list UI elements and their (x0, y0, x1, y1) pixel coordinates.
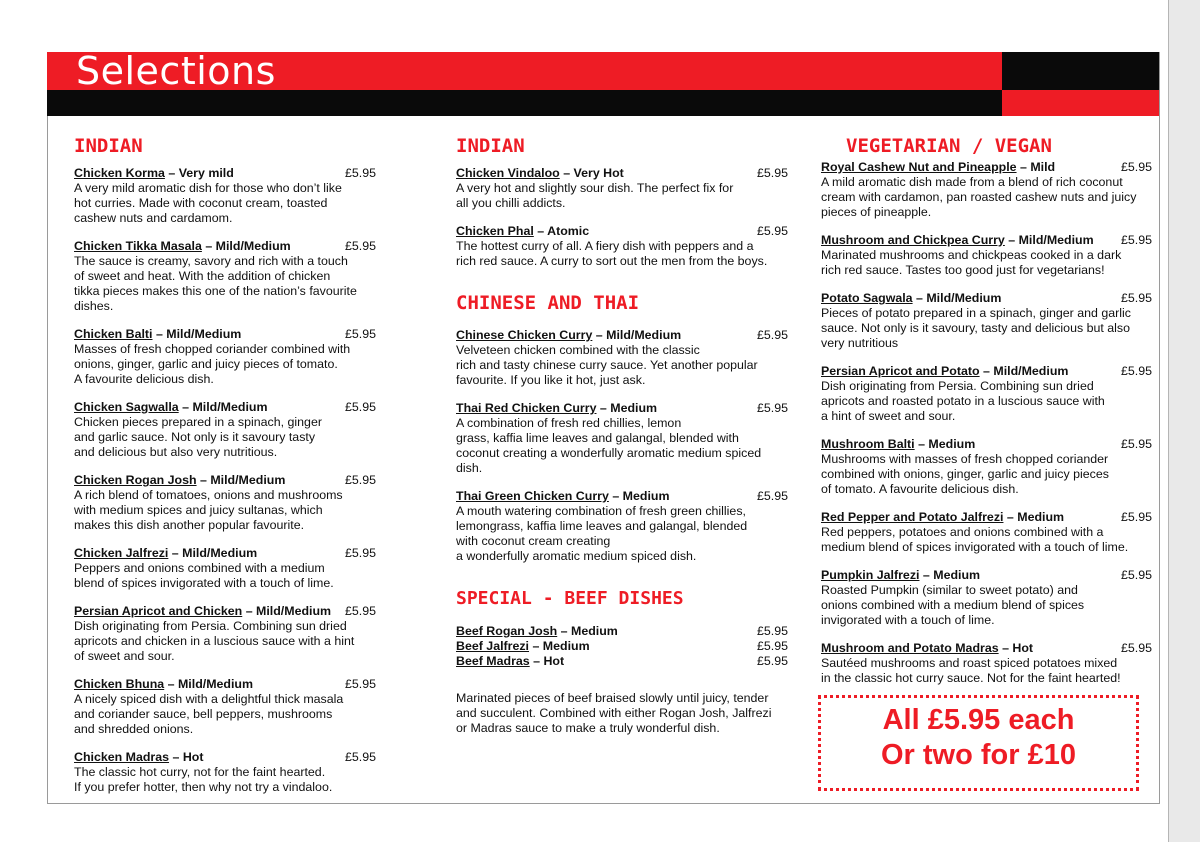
item-price: £5.95 (1120, 233, 1152, 247)
menu-item: Thai Red Chicken Curry – Medium £5.95 A combination of fresh red chillies, lemon grass, kaffia lime leaves and galangal, blended with coconut creating a wonderfully aromatic medium spiced dish. (456, 401, 788, 475)
item-price: £5.95 (344, 750, 376, 764)
item-description: Chicken pieces prepared in a spinach, ginger and garlic sauce. Not only is it savoury tasty and delicious but also very nutritious. (74, 415, 322, 459)
section-heading-indian-2: INDIAN (456, 135, 525, 157)
item-price: £5.95 (1120, 641, 1152, 655)
item-name: Mushroom and Chickpea Curry (821, 233, 1005, 247)
menu-item: Chicken Vindaloo – Very Hot £5.95 A very hot and slightly sour dish. The perfect fix for all you chilli addicts. (456, 166, 788, 210)
item-level: Medium (571, 624, 618, 638)
item-level: Mild/Medium (1018, 233, 1094, 247)
item-description: The sauce is creamy, savory and rich with a touch of sweet and heat. With the addition of chicken tikka pieces makes this one of the nation’s favourite dishes. (74, 254, 357, 313)
beef-item: Beef Rogan Josh – Medium £5.95 (456, 624, 788, 638)
item-price: £5.95 (1120, 568, 1152, 582)
banner-black-bar (47, 90, 1002, 116)
item-description: Masses of fresh chopped coriander combined with onions, ginger, garlic and juicy pieces of tomato. A favourite delicious dish. (74, 342, 351, 386)
menu-item: Chicken Balti – Mild/Medium £5.95 Masses of fresh chopped coriander combined with onions, ginger, garlic and juicy pieces of tomato. A favourite delicious dish. (74, 327, 376, 386)
item-level: Medium (1017, 510, 1065, 524)
item-name: Beef Rogan Josh (456, 624, 558, 638)
price-offer-box (818, 695, 1139, 791)
vegetarian-column (821, 135, 1152, 686)
item-level: Medium (622, 489, 670, 503)
indian-item-list (74, 166, 376, 795)
item-description: Dish originating from Persia. Combining sun dried apricots and chicken in a luscious sauce with a hint of sweet and sour. (74, 619, 355, 663)
item-name: Chicken Vindaloo (456, 166, 560, 180)
section-heading-indian: INDIAN (74, 135, 143, 157)
item-name: Chicken Korma (74, 166, 165, 180)
menu-item: Pumpkin Jalfrezi – Medium £5.95 Roasted Pumpkin (similar to sweet potato) and onions combined with a medium blend of spices invigorated with a touch of lime. (821, 568, 1152, 627)
item-name: Chicken Tikka Masala (74, 239, 202, 253)
middle-column (456, 135, 788, 736)
menu-item: Potato Sagwala – Mild/Medium £5.95 Pieces of potato prepared in a spinach, ginger and garlic sauce. Not only is it savoury, tasty and delicious but also very nutritious (821, 291, 1152, 350)
item-level: Mild/Medium (215, 239, 291, 253)
item-description: Red peppers, potatoes and onions combined with a medium blend of spices invigorated with a touch of lime. (821, 525, 1129, 554)
indian-column (74, 135, 376, 795)
beef-item: Beef Madras – Hot £5.95 (456, 654, 788, 668)
item-level: Very mild (178, 166, 234, 180)
item-level: Mild (1030, 160, 1056, 174)
item-price: £5.95 (1120, 510, 1152, 524)
item-description: Marinated mushrooms and chickpeas cooked in a dark rich red sauce. Tastes too good just for vegetarians! (821, 248, 1122, 277)
menu-item: Chicken Sagwalla – Mild/Medium £5.95 Chicken pieces prepared in a spinach, ginger and garlic sauce. Not only is it savoury tasty and delicious but also very nutritious. (74, 400, 376, 459)
item-name: Potato Sagwala (821, 291, 913, 305)
menu-item: Chicken Korma – Very mild £5.95 A very mild aromatic dish for those who don’t like hot curries. Made with coconut cream, toasted cashew nuts and cardamom. (74, 166, 376, 225)
item-name: Chinese Chicken Curry (456, 328, 593, 342)
item-description: A very mild aromatic dish for those who don’t like hot curries. Made with coconut cream, toasted cashew nuts and cardamom. (74, 181, 342, 225)
corner-black-block (1002, 52, 1159, 90)
menu-item: Mushroom Balti – Medium £5.95 Mushrooms with masses of fresh chopped coriander combined with onions, ginger, garlic and juicy pieces of tomato. A favourite delicious dish. (821, 437, 1152, 496)
menu-item: Chicken Phal – Atomic £5.95 The hottest curry of all. A fiery dish with peppers and a rich red sauce. A curry to sort out the men from the boys. (456, 224, 788, 268)
item-description: Roasted Pumpkin (similar to sweet potato) and onions combined with a medium blend of spices invigorated with a touch of lime. (821, 583, 1085, 627)
menu-item: Persian Apricot and Potato – Mild/Medium £5.95 Dish originating from Persia. Combining sun dried apricots and roasted potato in a luscious sauce with a hint of sweet and sour. (821, 364, 1152, 423)
item-name: Royal Cashew Nut and Pineapple (821, 160, 1017, 174)
item-name: Beef Madras (456, 654, 530, 668)
offer-line-2: Or two for £10 (881, 739, 1076, 771)
item-description: Velveteen chicken combined with the classic rich and tasty chinese curry sauce. Yet another popular favourite. If you like it hot, just ask. (456, 343, 758, 387)
item-name: Chicken Madras (74, 750, 170, 764)
item-name: Chicken Rogan Josh (74, 473, 197, 487)
item-level: Mild/Medium (210, 473, 286, 487)
item-level: Medium (933, 568, 981, 582)
item-level: Mild/Medium (993, 364, 1069, 378)
item-name: Red Pepper and Potato Jalfrezi (821, 510, 1004, 524)
item-name: Persian Apricot and Potato (821, 364, 980, 378)
section-heading-beef: SPECIAL - BEEF DISHES (456, 588, 684, 609)
item-price: £5.95 (1120, 291, 1152, 305)
item-level: Mild/Medium (166, 327, 242, 341)
item-level: Mild/Medium (256, 604, 332, 618)
item-name: Beef Jalfrezi (456, 639, 530, 653)
section-heading-chinese-thai: CHINESE AND THAI (456, 292, 640, 314)
menu-item: Mushroom and Potato Madras – Hot £5.95 Sautéed mushrooms and roast spiced potatoes mixed in the classic hot curry sauce. Not for the faint hearted! (821, 641, 1152, 685)
menu-item: Thai Green Chicken Curry – Medium £5.95 A mouth watering combination of fresh green chillies, lemongrass, kaffia lime leaves and galangal, blended with coconut cream creating a wonderfully aromatic medium spiced dish. (456, 489, 788, 563)
menu-item: Chinese Chicken Curry – Mild/Medium £5.95 Velveteen chicken combined with the classic rich and tasty chinese curry sauce. Yet another popular favourite. If you like it hot, just ask. (456, 328, 788, 387)
item-description: Mushrooms with masses of fresh chopped coriander combined with onions, ginger, garlic and juicy pieces of tomato. A favourite delicious dish. (821, 452, 1109, 496)
beef-description: Marinated pieces of beef braised slowly until juicy, tender and succulent. Combined with either Rogan Josh, Jalfrezi or Madras sauce to make a truly wonderful dish. (456, 691, 772, 735)
item-price: £5.95 (1120, 364, 1152, 378)
corner-red-block (1002, 90, 1159, 116)
item-description: Sautéed mushrooms and roast spiced potatoes mixed in the classic hot curry sauce. Not for the faint hearted! (821, 656, 1121, 685)
item-price: £5.95 (756, 489, 788, 503)
menu-item: Chicken Bhuna – Mild/Medium £5.95 A nicely spiced dish with a delightful thick masala and coriander sauce, bell peppers, mushrooms and shredded onions. (74, 677, 376, 736)
item-level: Mild/Medium (177, 677, 254, 691)
item-level: Very Hot (573, 166, 624, 180)
item-description: Peppers and onions combined with a medium blend of spices invigorated with a touch of lime. (74, 561, 334, 590)
item-description: Pieces of potato prepared in a spinach, ginger and garlic sauce. Not only is it savoury, tasty and delicious but also very nutritious (821, 306, 1131, 350)
item-level: Atomic (547, 224, 590, 238)
menu-item: Mushroom and Chickpea Curry – Mild/Medium £5.95 Marinated mushrooms and chickpeas cooked in a dark rich red sauce. Tastes too good just for vegetarians! (821, 233, 1152, 277)
menu-item: Persian Apricot and Chicken – Mild/Medium £5.95 Dish originating from Persia. Combining sun dried apricots and chicken in a luscious sauce with a hint of sweet and sour. (74, 604, 376, 663)
item-price: £5.95 (756, 654, 788, 668)
item-name: Persian Apricot and Chicken (74, 604, 243, 618)
item-price: £5.95 (344, 546, 376, 560)
item-description: A mild aromatic dish made from a blend of rich coconut cream with cardamon, pan roasted cashew nuts and juicy pieces of pineapple. (821, 175, 1137, 219)
item-price: £5.95 (1120, 437, 1152, 451)
item-level: Mild/Medium (926, 291, 1002, 305)
item-level: Mild/Medium (606, 328, 682, 342)
item-price: £5.95 (756, 401, 788, 415)
item-price: £5.95 (344, 400, 376, 414)
item-level: Mild/Medium (182, 546, 258, 560)
menu-item: Red Pepper and Potato Jalfrezi – Medium £5.95 Red peppers, potatoes and onions combined with a medium blend of spices invigorated with a touch of lime. (821, 510, 1152, 554)
item-name: Chicken Jalfrezi (74, 546, 169, 560)
item-level: Hot (1012, 641, 1034, 655)
item-description: A combination of fresh red chillies, lemon grass, kaffia lime leaves and galangal, blended with coconut creating a wonderfully aromatic medium spiced dish. (456, 416, 762, 475)
page-title: Selections (76, 49, 276, 93)
item-level: Medium (928, 437, 976, 451)
item-description: A nicely spiced dish with a delightful thick masala and coriander sauce, bell peppers, mushrooms and shredded onions. (74, 692, 344, 736)
item-price: £5.95 (756, 624, 788, 638)
item-description: A very hot and slightly sour dish. The perfect fix for all you chilli addicts. (456, 181, 734, 210)
item-price: £5.95 (756, 639, 788, 653)
item-level: Hot (182, 750, 204, 764)
item-description: The hottest curry of all. A fiery dish with peppers and a rich red sauce. A curry to sort out the men from the boys. (456, 239, 768, 268)
item-price: £5.95 (344, 239, 376, 253)
section-heading-vegetarian: VEGETARIAN / VEGAN (846, 135, 1052, 157)
item-price: £5.95 (344, 473, 376, 487)
item-price: £5.95 (756, 328, 788, 342)
item-price: £5.95 (344, 166, 376, 180)
item-name: Thai Green Chicken Curry (456, 489, 609, 503)
item-price: £5.95 (344, 327, 376, 341)
item-description: A mouth watering combination of fresh green chillies, lemongrass, kaffia lime leaves and galangal, blended with coconut cream creating a wonderfully aromatic medium spiced dish. (456, 504, 748, 563)
item-level: Hot (543, 654, 565, 668)
item-price: £5.95 (1120, 160, 1152, 174)
menu-item: Chicken Tikka Masala – Mild/Medium £5.95 The sauce is creamy, savory and rich with a touch of sweet and heat. With the addition of chicken tikka pieces makes this one of the nation’s favourite dishes. (74, 239, 376, 313)
item-name: Chicken Bhuna (74, 677, 165, 691)
menu-item: Royal Cashew Nut and Pineapple – Mild £5.95 A mild aromatic dish made from a blend of rich coconut cream with cardamon, pan roasted cashew nuts and juicy pieces of pineapple. (821, 160, 1152, 219)
item-description: The classic hot curry, not for the faint hearted. If you prefer hotter, then why not try a vindaloo. (74, 765, 333, 794)
item-description: A rich blend of tomatoes, onions and mushrooms with medium spices and juicy sultanas, which makes this dish another popular favourite. (74, 488, 343, 532)
item-name: Pumpkin Jalfrezi (821, 568, 920, 582)
item-price: £5.95 (344, 604, 376, 618)
item-name: Mushroom Balti (821, 437, 915, 451)
item-name: Thai Red Chicken Curry (456, 401, 597, 415)
item-price: £5.95 (756, 224, 788, 238)
menu-item: Chicken Jalfrezi – Mild/Medium £5.95 Peppers and onions combined with a medium blend of spices invigorated with a touch of lime. (74, 546, 376, 590)
item-name: Chicken Balti (74, 327, 153, 341)
item-description: Dish originating from Persia. Combining sun dried apricots and roasted potato in a luscious sauce with a hint of sweet and sour. (821, 379, 1105, 423)
item-level: Medium (542, 639, 590, 653)
beef-item: Beef Jalfrezi – Medium £5.95 (456, 639, 788, 653)
offer-line-1: All £5.95 each (882, 704, 1075, 736)
item-name: Chicken Sagwalla (74, 400, 179, 414)
item-level: Mild/Medium (192, 400, 268, 414)
beef-list (456, 624, 788, 669)
item-level: Medium (610, 401, 658, 415)
menu-item: Chicken Madras – Hot £5.95 The classic hot curry, not for the faint hearted. If you prefer hotter, then why not try a vindaloo. (74, 750, 376, 794)
item-name: Chicken Phal (456, 224, 534, 238)
item-name: Mushroom and Potato Madras (821, 641, 999, 655)
item-price: £5.95 (344, 677, 376, 691)
menu-item: Chicken Rogan Josh – Mild/Medium £5.95 A rich blend of tomatoes, onions and mushrooms with medium spices and juicy sultanas, which makes this dish another popular favourite. (74, 473, 376, 532)
item-price: £5.95 (756, 166, 788, 180)
